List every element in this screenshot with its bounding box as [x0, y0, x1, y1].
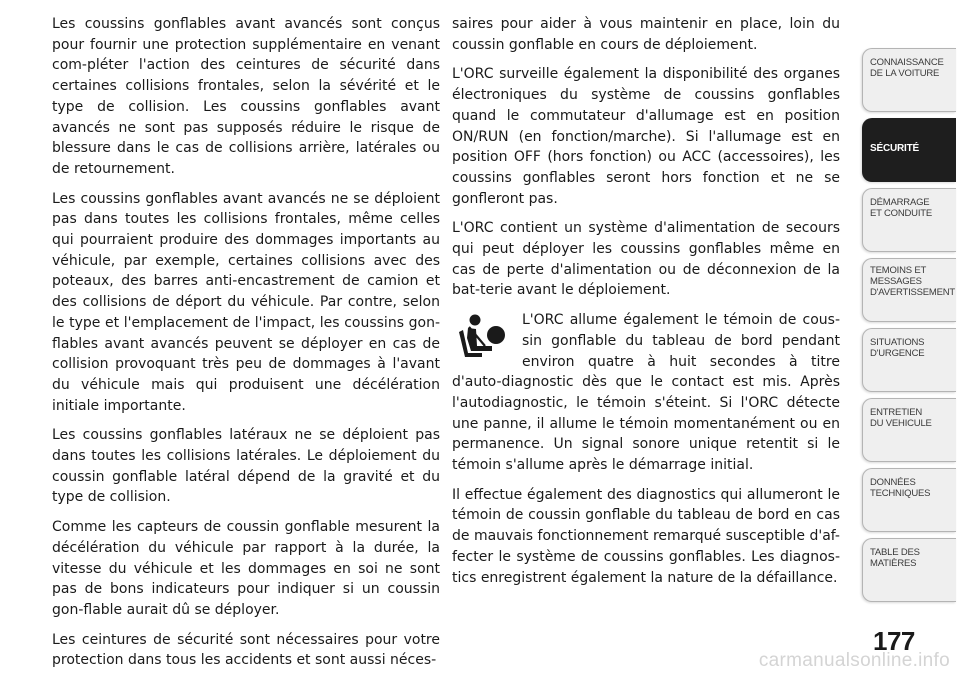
tab-temoins-et-messages[interactable] — [862, 258, 956, 322]
chapter-tabs — [862, 0, 960, 678]
icon-paragraph — [452, 310, 840, 476]
right-column — [452, 14, 840, 597]
watermark: carmanualsonline.info — [758, 650, 950, 671]
tab-label-line: DU VEHICULE — [870, 418, 932, 429]
paragraph: Les coussins gonflables avant avancés ne se déploient pas dans toutes les collisions frontales, même celles qui pourraient produire des dommages importants au véhicule, par exemple, certaines collisions avec des poteaux, des barres anti-encastrement de camion et des collisions de déport du véhicule. Par contre, selon le type et l'emplacement de l'impact, les coussins gon-flables avant avancés peuvent se déployer en cas de collision provoquant très peu de dommages à l'avant du véhicule mais qui produisent une décélération initiale importante. — [52, 190, 440, 414]
tab-situations-d-urgence[interactable] — [862, 328, 956, 392]
tab-label-line: DE LA VOITURE — [870, 68, 940, 79]
tab-label-line: SITUATIONS — [870, 337, 925, 348]
tab-label-line: D'AVERTISSEMENT — [870, 287, 956, 298]
paragraph: Comme les capteurs de coussin gonflable mesurent la décélération du véhicule par rapport à la durée, la vitesse du véhicule et les dommages en soi ne sont pas de bons indicateurs pour indiquer si un coussin gon-flable aurait dû se déployer. — [52, 519, 440, 618]
tab-label-line: SÉCURITÉ — [870, 143, 919, 154]
left-column — [52, 14, 440, 680]
paragraph: saires pour aider à vous maintenir en place, loin du coussin gonflable en cours de déploiement. — [452, 16, 840, 53]
airbag-warning-icon — [452, 308, 518, 370]
paragraph: Les coussins gonflables latéraux ne se déploient pas dans toutes les collisions latérales. Le déploiement du coussin gonflable latéral dépend de la gravité et du type de collision. — [52, 427, 440, 506]
tab-label-line: ENTRETIEN — [870, 407, 923, 418]
tab-label-line: D'URGENCE — [870, 348, 925, 359]
tab-label-line: ET CONDUITE — [870, 208, 933, 219]
page-number: 177 — [873, 626, 915, 656]
tab-label-line: DONNÉES — [870, 477, 916, 488]
tab-label-line: MATIÈRES — [870, 558, 917, 569]
paragraph: L'ORC contient un système d'alimentation de secours qui peut déployer les coussins gonflables même en cas de perte d'alimentation ou de déconnexion de la bat-terie avant le déploiement. — [452, 220, 840, 299]
tab-donnees-techniques[interactable] — [862, 468, 956, 532]
tab-securite[interactable] — [862, 118, 956, 182]
tab-connaissance-de-la-voiture[interactable] — [862, 48, 956, 112]
paragraph: Les ceintures de sécurité sont nécessaires pour votre protection dans tous les accidents et sont aussi néces- — [52, 631, 440, 669]
paragraph: L'ORC surveille également la disponibilité des organes électroniques du système de coussins gonflables quand le commutateur d'allumage est en position ON/RUN (en fonction/marche). Si l'allumage est en position OFF (hors fonction) ou ACC (accessoires), les coussins gonflables seront hors fonction et ne se gonfleront pas. — [452, 66, 840, 207]
paragraph: Il effectue également des diagnostics qui allumeront le témoin de coussin gonflable du tableau de bord en cas de mauvais fonctionnement remarqué susceptible d'af-fecter le système de coussins gonflables. Les diagnos-tics enregistrent également la nature de la défaillance. — [452, 486, 840, 586]
tab-table-des-matieres[interactable] — [862, 538, 956, 602]
tab-entretien-du-vehicule[interactable] — [862, 398, 956, 462]
paragraph: Les coussins gonflables avant avancés sont conçus pour fournir une protection supplémentaire en venant com-pléter l'action des ceintures de sécurité dans certaines collisions frontales, selon la sévérité et le type de collision. Les coussins gonflables avant avancés ne sont pas supposés réduire le risque de blessure dans le cas de collisions arrière, latérales ou de retournement. — [52, 16, 440, 177]
tab-label-line: CONNAISSANCE — [870, 57, 944, 68]
tab-demarrage-et-conduite[interactable] — [862, 188, 956, 252]
tab-label-line: MESSAGES — [870, 276, 922, 287]
tab-label-line: TECHNIQUES — [870, 488, 931, 499]
tab-label-line: TEMOINS ET — [870, 265, 927, 276]
tab-label-line: TABLE DES — [870, 547, 920, 558]
icon-paragraph-text: L'ORC allume également le témoin de cous-sin gonflable du tableau de bord pendant environ quatre à huit secondes à titre d'auto-diagnostic dès que le contact est mis. Après l'autodiagnostic, le témoin s'éteint. Si l'ORC détecte une panne, il allume le témoin momentanément ou en permanence. Un signal sonore unique retentit si le témoin s'allume après le démarrage initial. — [452, 312, 840, 474]
tab-label-line: DÉMARRAGE — [870, 197, 930, 208]
